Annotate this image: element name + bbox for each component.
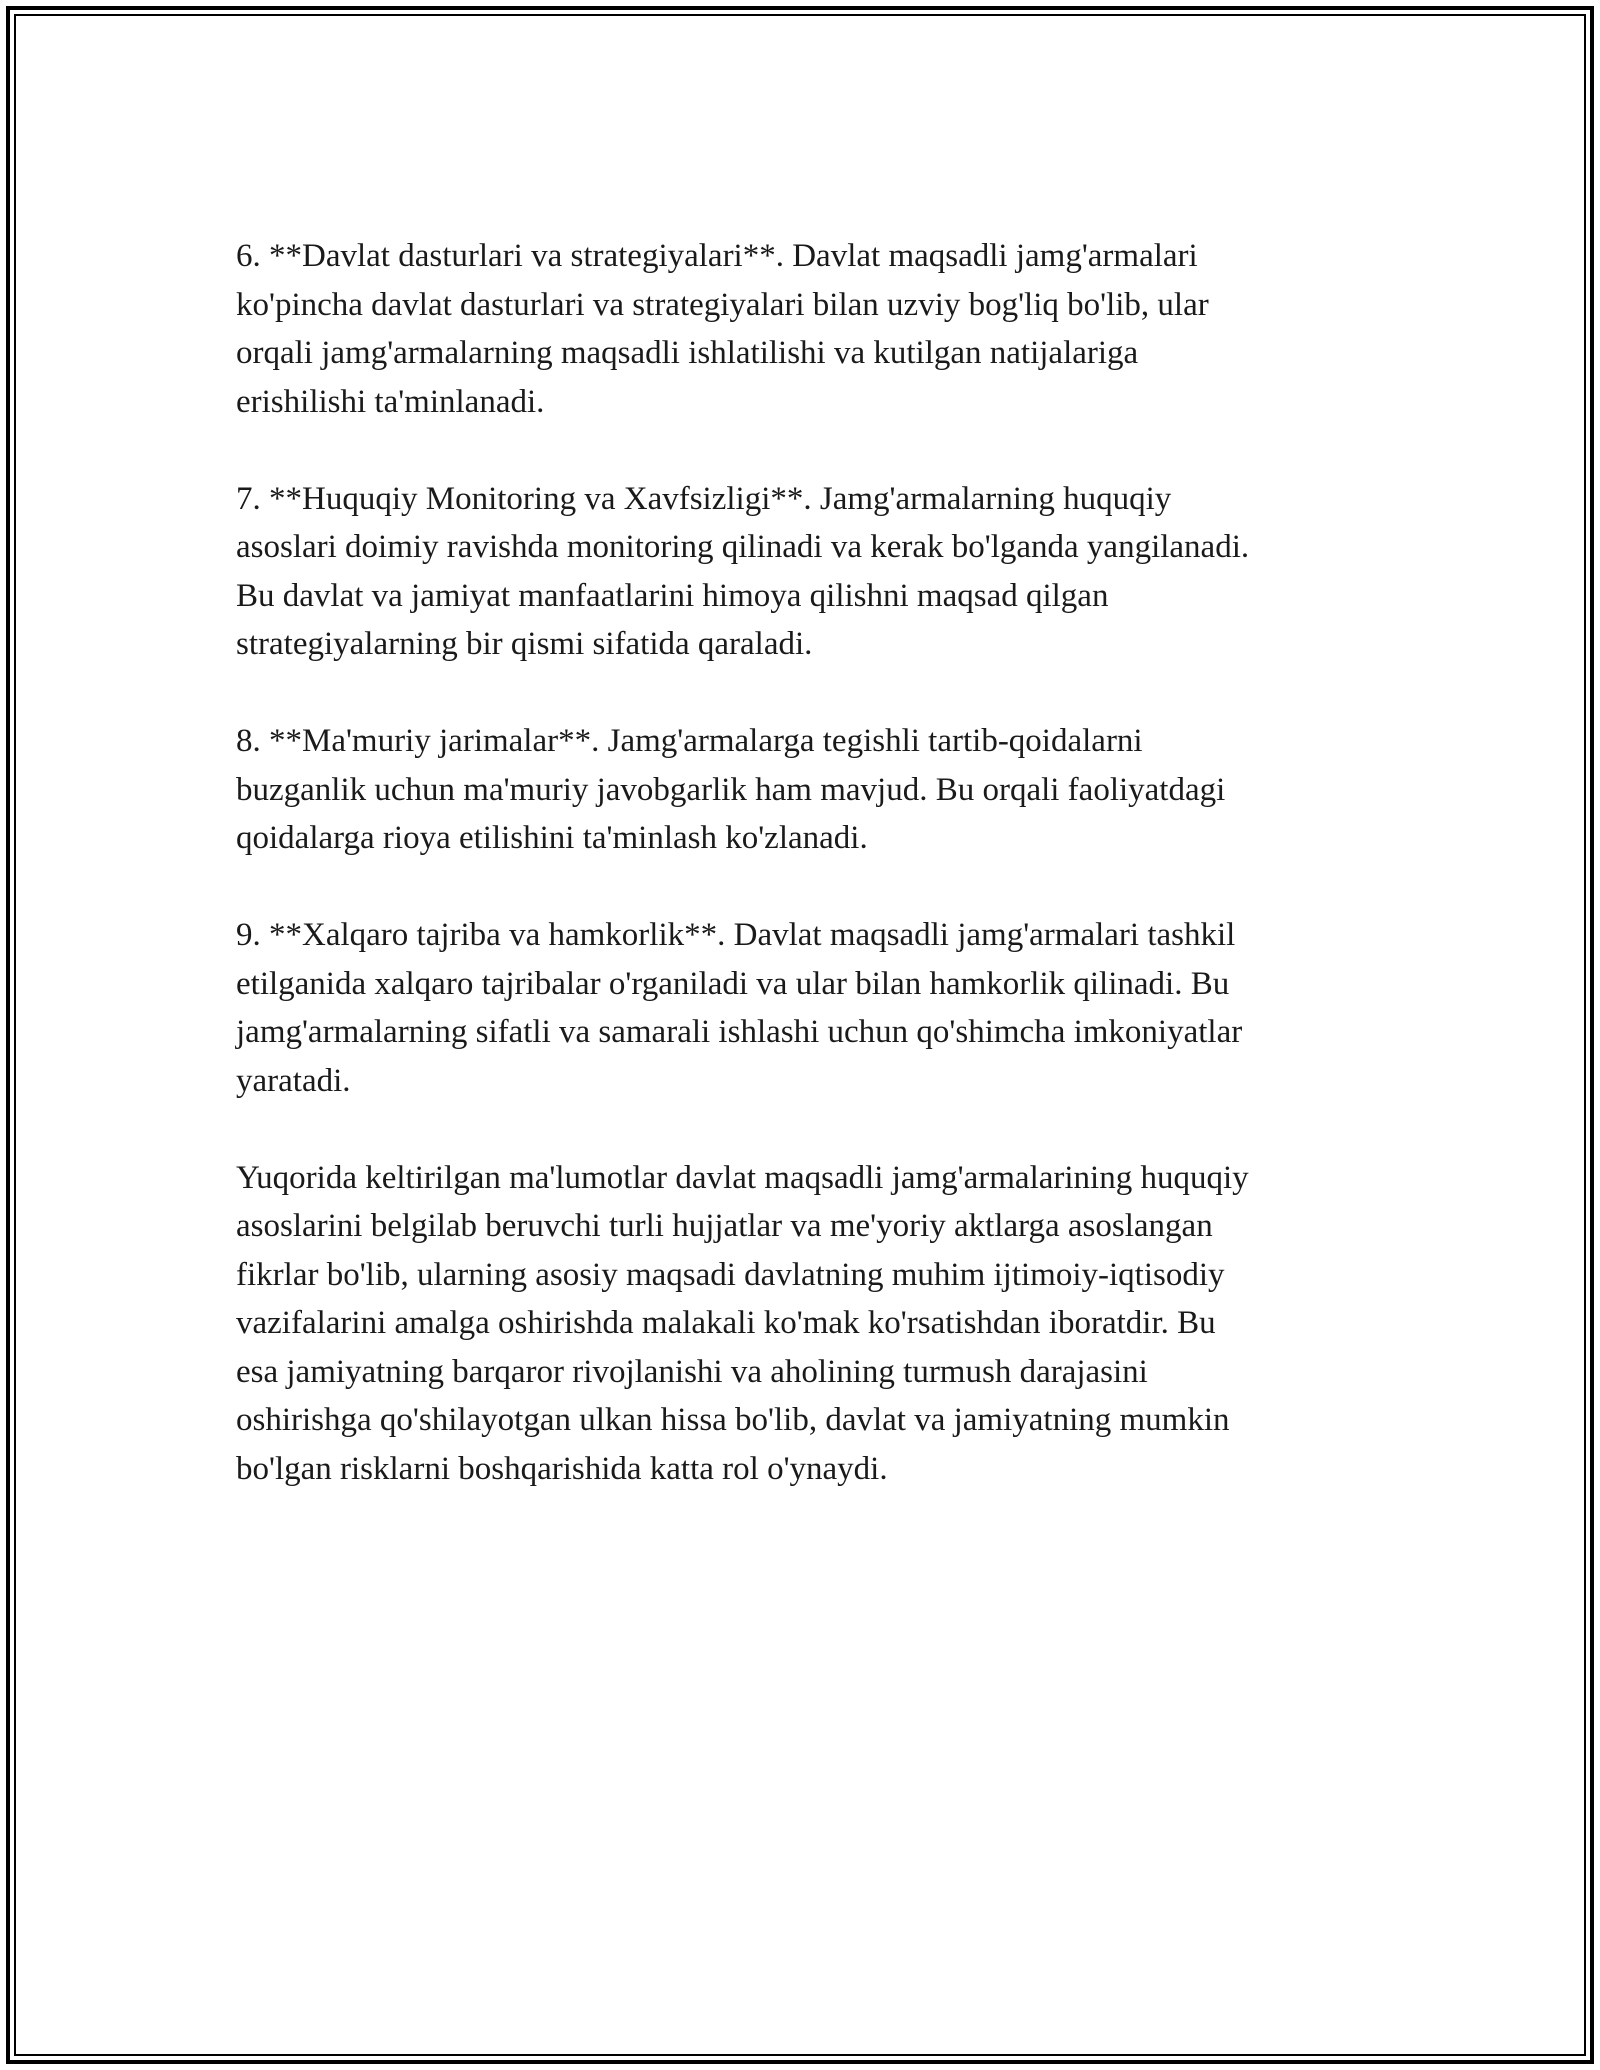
text-line: oshirishga qo'shilayotgan ulkan hissa bo'lib, davlat va jamiyatning mumkin xyxy=(236,1402,1230,1438)
text-line: Bu davlat va jamiyat manfaatlarini himoya qilishni maqsad qilgan xyxy=(236,577,1109,614)
text-line: yaratadi. xyxy=(236,1062,351,1099)
text-line: 6. **Davlat dasturlari va strategiyalari**. Davlat maqsadli jamg'armalari xyxy=(236,238,1198,274)
paragraph-conclusion xyxy=(236,1154,1386,1494)
text-line: buzganlik uchun ma'muriy javobgarlik ham mavjud. Bu orqali faoliyatdagi xyxy=(236,771,1226,808)
document-body xyxy=(236,232,1386,1493)
paragraph-item-6 xyxy=(236,232,1386,426)
text-line: Yuqorida keltirilgan ma'lumotlar davlat maqsadli jamg'armalarining huquqiy xyxy=(236,1159,1249,1196)
text-line: 8. **Ma'muriy jarimalar**. Jamg'armalarga tegishli tartib-qoidalarni xyxy=(236,723,1143,759)
paragraph-item-7 xyxy=(236,475,1386,669)
text-line: asoslari doimiy ravishda monitoring qilinadi va kerak bo'lganda yangilanadi. xyxy=(236,529,1250,565)
text-line: orqali jamg'armalarning maqsadli ishlatilishi va kutilgan natijalariga xyxy=(236,335,1139,371)
text-line: bo'lgan risklarni boshqarishida katta rol o'ynaydi. xyxy=(236,1450,888,1487)
text-line: jamg'armalarning sifatli va samarali ishlashi uchun qo'shimcha imkoniyatlar xyxy=(236,1014,1243,1050)
text-line: strategiyalarning bir qismi sifatida qaraladi. xyxy=(236,626,813,662)
text-line: erishilishi ta'minlanadi. xyxy=(236,383,545,420)
text-line: esa jamiyatning barqaror rivojlanishi va aholining turmush darajasini xyxy=(236,1353,1148,1390)
paragraph-item-9 xyxy=(236,911,1386,1105)
text-line: vazifalarini amalga oshirishda malakali ko'mak ko'rsatishdan iboratdir. Bu xyxy=(236,1305,1216,1341)
text-line: fikrlar bo'lib, ularning asosiy maqsadi davlatning muhim ijtimoiy-iqtisodiy xyxy=(236,1256,1225,1293)
text-line: 7. **Huquqiy Monitoring va Xavfsizligi**. Jamg'armalarning huquqiy xyxy=(236,480,1172,517)
text-line: 9. **Xalqaro tajriba va hamkorlik**. Davlat maqsadli jamg'armalari tashkil xyxy=(236,917,1236,953)
text-line: ko'pincha davlat dasturlari va strategiyalari bilan uzviy bog'liq bo'lib, ular xyxy=(236,286,1209,323)
text-line: asoslarini belgilab beruvchi turli hujjatlar va me'yoriy aktlarga asoslangan xyxy=(236,1208,1213,1244)
text-line: qoidalarga rioya etilishini ta'minlash ko'zlanadi. xyxy=(236,820,868,856)
paragraph-item-8 xyxy=(236,717,1386,863)
text-line: etilganida xalqaro tajribalar o'rganiladi va ular bilan hamkorlik qilinadi. Bu xyxy=(236,965,1230,1002)
